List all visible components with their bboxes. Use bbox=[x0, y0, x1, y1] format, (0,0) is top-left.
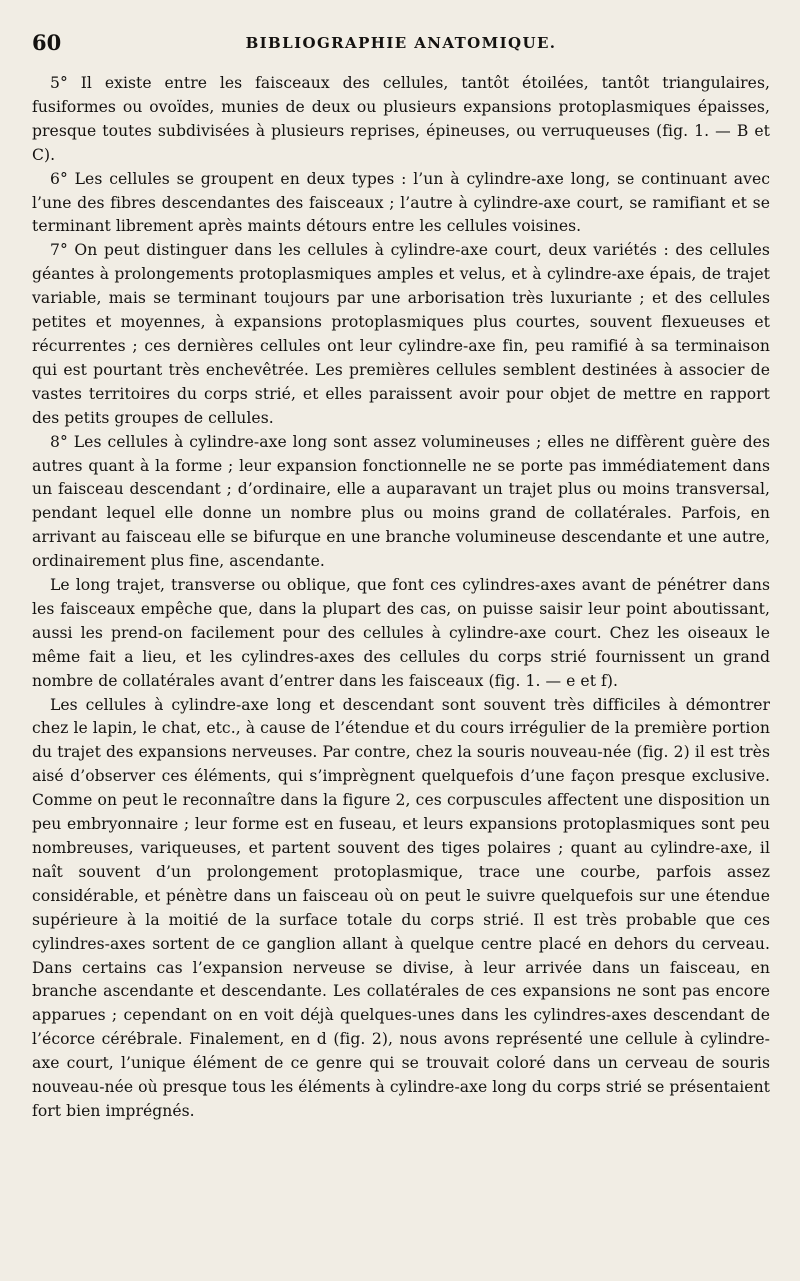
paragraph-8: 8° Les cellules à cylindre-axe long sont assez volumineuses ; elles ne diffèrent guère des autres quant à la forme ; leur expansion fonctionnelle ne se porte pas immédiatement dans un faisceau descendant ; d’ordinaire, elle a auparavant un trajet plus ou moins transversal, pendant lequel elle donne un nombre plus ou moins grand de collatérales. Parfois, en arrivant au faisceau elle se bifurque en une branche volumineuse descendante et une autre, ordinairement plus fine, ascendante. bbox=[32, 432, 770, 571]
paragraph-cylindre-axe-long: Les cellules à cylindre-axe long et descendant sont souvent très difficiles à démontrer chez le lapin, le chat, etc., à cause de l’étendue et du cours irrégulier de la première portion du trajet des expansions nerveuses. Par contre, chez la souris nouveau-née (fig. 2) il est très aisé d’observer ces éléments, qui s’imprègnent quelquefois d’une façon presque exclusive. Comme on peut le reconnaître dans la figure 2, ces corpuscules affectent une disposition un peu embryonnaire ; leur forme est en fuseau, et leurs expansions protoplasmiques sont peu nombreuses, variqueuses, et partent souvent des tiges polaires ; quant au cylindre-axe, il naît souvent d’un prolongement protoplasmique, trace une courbe, parfois assez considérable, et pénètre dans un faisceau où on peut le suivre quelquefois sur une étendue supérieure à la moitié de la surface totale du corps strié. Il est très probable que ces cylindres-axes sortent de ce ganglion allant à quelque centre placé en dehors du cerveau. Dans certains cas l’expansion nerveuse se divise, à leur arrivée dans un faisceau, en branche ascendante et descendante. Les collatérales de ces expansions ne sont pas encore apparues ; cependant on en voit déjà quelques-unes dans les cylindres-axes descendant de l’écorce cérébrale. Finalement, en d (fig. 2), nous avons représenté une cellule à cylindre-axe court, l’unique élément de ce genre qui se trouvait coloré dans un cerveau de souris nouveau-née où presque tous les éléments à cylindre-axe long du corps strié se présentaient fort bien imprégnés. bbox=[32, 695, 770, 1120]
paragraph-long-trajet: Le long trajet, transverse ou oblique, que font ces cylindres-axes avant de pénétrer dans les faisceaux empêche que, dans la plupart des cas, on puisse saisir leur point aboutissant, aussi les prend-on facilement pour des cellules à cylindre-axe court. Chez les oiseaux le même fait a lieu, et les cylindres-axes des cellules du corps strié fournissent un grand nombre de collatérales avant d’entrer dans les faisceaux (fig. 1. — e et f). bbox=[32, 576, 770, 690]
running-title: BIBLIOGRAPHIE ANATOMIQUE. bbox=[245, 34, 557, 52]
page-header bbox=[32, 30, 770, 66]
page-number: 60 bbox=[32, 30, 62, 55]
paragraph-7: 7° On peut distinguer dans les cellules à cylindre-axe court, deux variétés : des cellules géantes à prolongements protoplasmiques amples et velus, et à cylindre-axe épais, de trajet variable, mais se terminant toujours par une arborisation très luxuriante ; et des cellules petites et moyennes, à expansions protoplasmiques plus courtes, souvent flexueuses et récurrentes ; ces dernières cellules ont leur cylindre-axe fin, peu ramifié à sa terminaison qui est pourtant très enchevêtrée. Les premières cellules semblent destinées à associer de vastes territoires du corps strié, et elles paraissent avoir pour objet de mettre en rapport des petits groupes de cellules. bbox=[32, 241, 770, 427]
paragraph-6: 6° Les cellules se groupent en deux types : l’un à cylindre-axe long, se continuant avec l’une des fibres descendantes des faisceaux ; l’autre à cylindre-axe court, se ramifiant et se terminant librement après maints détours entre les cellules voisines. bbox=[32, 169, 770, 236]
paragraph-5: 5° Il existe entre les faisceaux des cellules, tantôt étoilées, tantôt triangulaires, fusiformes ou ovoïdes, munies de deux ou plusieurs expansions protoplasmiques épaisses, presque toutes subdivisées à plusieurs reprises, épineuses, ou verruqueuses (fig. 1. — B et C). bbox=[32, 74, 770, 164]
body-text bbox=[32, 72, 770, 1124]
